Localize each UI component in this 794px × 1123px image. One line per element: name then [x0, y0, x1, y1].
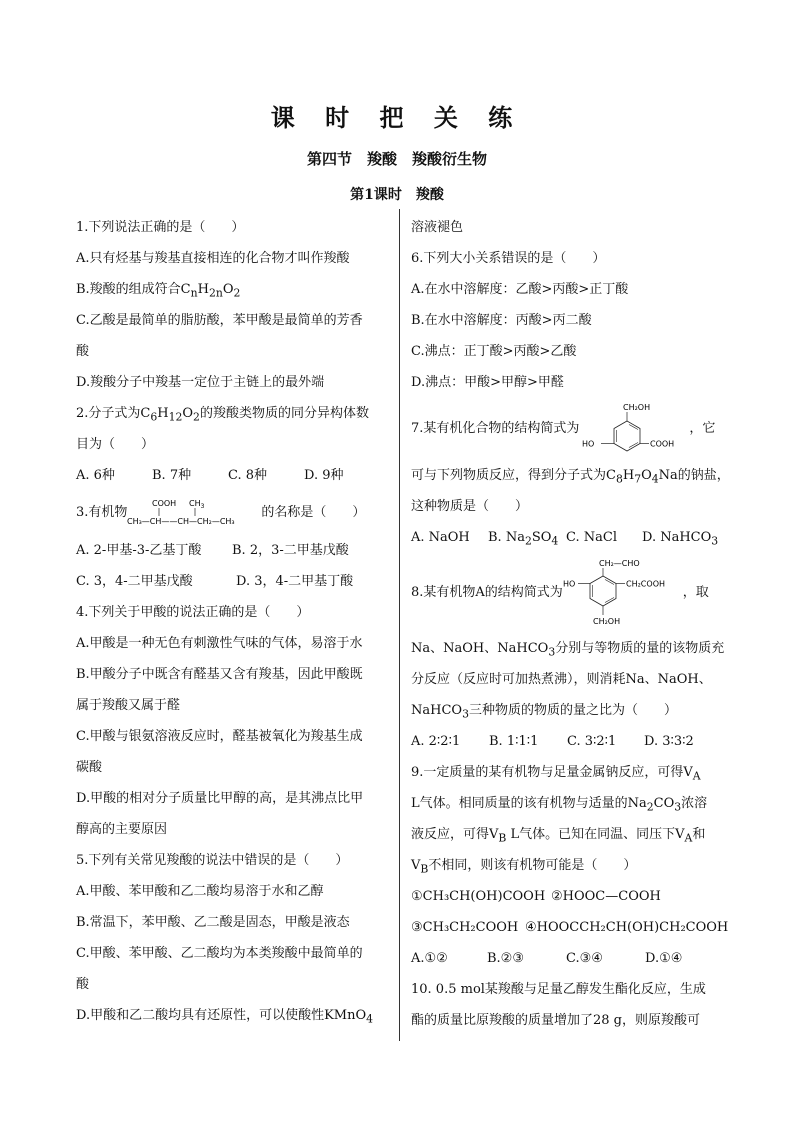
q9-option-a: A.①②	[411, 951, 448, 966]
svg-text:HO: HO	[562, 579, 576, 588]
q1-option-a: A.只有烃基与羧基直接相连的化合物才叫作羧酸	[76, 251, 350, 266]
svg-text:CH₃—CH——CH—CH₂—CH₃: CH₃—CH——CH—CH₂—CH₃	[127, 516, 236, 526]
q1-option-d: D.羧酸分子中羧基一定位于主链上的最外端	[76, 375, 325, 390]
q8-options	[411, 726, 737, 757]
q9-items-12	[411, 881, 737, 912]
q3-option-d: D. 3，4-二甲基丁酸	[236, 574, 354, 589]
q6-stem: 6.下列大小关系错误的是（ ）	[411, 251, 606, 266]
q9-item-4: ④HOOCCH₂CH(OH)CH₂COOH	[525, 920, 729, 935]
q9-option-b: B.②③	[487, 951, 524, 966]
q9-stem-cont-3: $V_B$不相同，则该有机物可能是（ ）	[411, 858, 637, 876]
q8-stem-cont-3: NaHCO$_3$三种物质的物质的量之比为（ ）	[411, 703, 677, 721]
q9-stem-cont-2: 液反应，可得$V_B$ L气体。已知在同温、同压下$V_A$和	[411, 827, 706, 845]
q9-item-3: ③CH₃CH₂COOH	[411, 920, 519, 935]
q4-option-b-cont: 属于羧酸又属于醛	[76, 698, 181, 713]
q9-options	[411, 943, 737, 974]
right-column	[411, 212, 737, 1036]
column-divider	[399, 209, 400, 1041]
q8-option-b: B. 1∶1∶1	[489, 734, 539, 749]
q7-stem: 7.某有机化合物的结构简式为 CH₂OH HO COOH ，它	[411, 398, 737, 460]
left-column	[76, 212, 388, 1031]
q9-items-34	[411, 912, 737, 943]
q7-options	[411, 522, 737, 553]
q2-options	[76, 460, 388, 491]
q5-option-d-cont: 溶液褪色	[411, 220, 464, 235]
q5-option-a: A.甲酸、苯甲酸和乙二酸均易溶于水和乙醇	[76, 884, 324, 899]
q2-option-a: A. 6种	[76, 468, 115, 483]
q4-option-d-cont: 醇高的主要原因	[76, 822, 168, 837]
q4-stem: 4.下列关于甲酸的说法正确的是（ ）	[76, 605, 310, 620]
q3-structure	[127, 497, 261, 529]
q4-option-b: B.甲酸分子中既含有醛基又含有羧基，因此甲酸既	[76, 667, 363, 682]
q1-option-c: C.乙酸是最简单的脂肪酸，苯甲酸是最简单的芳香	[76, 313, 363, 328]
q6-option-b: B.在水中溶解度：丙酸>丙二酸	[411, 313, 592, 328]
q8-option-c: C. 3∶2∶1	[567, 734, 617, 749]
q1-stem: 1.下列说法正确的是（ ）	[76, 220, 245, 235]
q8-option-d: D. 3∶3∶2	[644, 734, 694, 749]
q5-option-c-cont: 酸	[76, 977, 90, 992]
q3-option-b: B. 2，3-二甲基戊酸	[232, 543, 349, 558]
q5-option-b: B.常温下，苯甲酸、乙二酸是固态，甲酸是液态	[76, 915, 350, 930]
svg-text:HO: HO	[582, 439, 595, 448]
q4-option-c: C.甲酸与银氨溶液反应时，醛基被氧化为羧基生成	[76, 729, 363, 744]
page-title: 课 时 把 关 练	[270, 103, 524, 132]
q7-option-a: A. NaOH	[411, 530, 470, 545]
q8-option-a: A. 2∶2∶1	[411, 734, 461, 749]
q4-option-d: D.甲酸的相对分子质量比甲醇的高，是其沸点比甲	[76, 791, 364, 806]
q8-stem-cont: Na、NaOH、NaHCO$_3$分别与等物质的量的该物质充	[411, 641, 725, 659]
q4-option-c-cont: 碳酸	[76, 760, 103, 775]
svg-text:CH₂OH: CH₂OH	[623, 402, 651, 412]
q10-stem: 10. 0.5 mol某羧酸与足量乙醇发生酯化反应，生成	[411, 982, 706, 997]
section-title: 第四节 羧酸 羧酸衍生物	[306, 150, 487, 168]
q9-item-2: ②HOOC—COOH	[551, 889, 661, 904]
q10-stem-cont: 酯的质量比原羧酸的质量增加了28 g，则原羧酸可	[411, 1013, 700, 1028]
q7-option-d: D. NaHCO$_3$	[642, 530, 719, 548]
q4-option-a: A.甲酸是一种无色有刺激性气味的气体，易溶于水	[76, 636, 363, 651]
q8-stem: 8.某有机物A的结构简式为 CH₂—CHO HO CH₂COOH CH₂OH ，取	[411, 553, 737, 633]
q1-option-b: B.羧酸的组成符合$C_nH_{2n}O_2$	[76, 282, 241, 300]
svg-text:COOH: COOH	[152, 498, 177, 508]
q3-options-ab	[76, 535, 388, 566]
q9-item-1: ①CH₃CH(OH)COOH	[411, 889, 546, 904]
q3-stem: 3.有机物 COOH $CH_3$ CH₃—CH——CH—CH₂—CH₃ 的名称是（ ）	[76, 491, 388, 535]
q9-option-d: D.①④	[645, 951, 683, 966]
q2-option-b: B. 7种	[152, 468, 192, 483]
q7-stem-cont: 可与下列物质反应，得到分子式为$C_8H_7O_4Na$的钠盐，	[411, 468, 730, 486]
q1-option-c-cont: 酸	[76, 344, 90, 359]
svg-text:CH3: $CH_3$	[189, 498, 205, 510]
q9-stem-cont: L气体。相同质量的该有机物与适量的$Na_2CO_3$浓溶	[411, 796, 708, 814]
q6-option-a: A.在水中溶解度：乙酸>丙酸>正丁酸	[411, 282, 629, 297]
q5-option-d: D.甲酸和乙二酸均具有还原性，可以使酸性KMnO$_4$	[76, 1008, 374, 1026]
q3-options-cd	[76, 566, 388, 597]
q8-stem-cont-2: 分反应（反应时可加热煮沸），则消耗Na、NaOH、	[411, 672, 712, 687]
q9-option-c: C.③④	[566, 951, 603, 966]
q2-option-c: C. 8种	[228, 468, 268, 483]
q3-option-c: C. 3，4-二甲基戊酸	[76, 574, 193, 589]
q7-option-c: C. NaCl	[566, 530, 617, 545]
svg-text:CH₂OH: CH₂OH	[592, 616, 620, 626]
q9-stem: 9.一定质量的某有机物与足量金属钠反应，可得$V_A$	[411, 765, 701, 783]
q6-option-d: D.沸点：甲酸>甲醇>甲醛	[411, 375, 564, 390]
subsection-title: 第1课时 羧酸	[350, 187, 444, 203]
q5-stem: 5.下列有关常见羧酸的说法中错误的是（ ）	[76, 853, 349, 868]
q7-option-b: B. $Na_2SO_4$	[488, 530, 559, 548]
q2-stem-cont: 目为（ ）	[76, 437, 155, 452]
q7-structure	[579, 401, 689, 457]
svg-text:COOH: COOH	[650, 439, 675, 448]
q5-option-c: C.甲酸、苯甲酸、乙二酸均为本类羧酸中最简单的	[76, 946, 363, 961]
q8-structure	[563, 557, 683, 629]
q6-option-c: C.沸点：正丁酸>丙酸>乙酸	[411, 344, 577, 359]
svg-text:CH₂COOH: CH₂COOH	[625, 579, 665, 588]
q2-stem: 2.分子式为$C_6H_{12}O_2$的羧酸类物质的同分异构体数	[76, 406, 369, 424]
svg-text:CH₂—CHO: CH₂—CHO	[598, 558, 640, 568]
q7-stem-cont-2: 这种物质是（ ）	[411, 499, 529, 514]
q3-option-a: A. 2-甲基-3-乙基丁酸	[76, 543, 202, 558]
q2-option-d: D. 9种	[304, 468, 344, 483]
